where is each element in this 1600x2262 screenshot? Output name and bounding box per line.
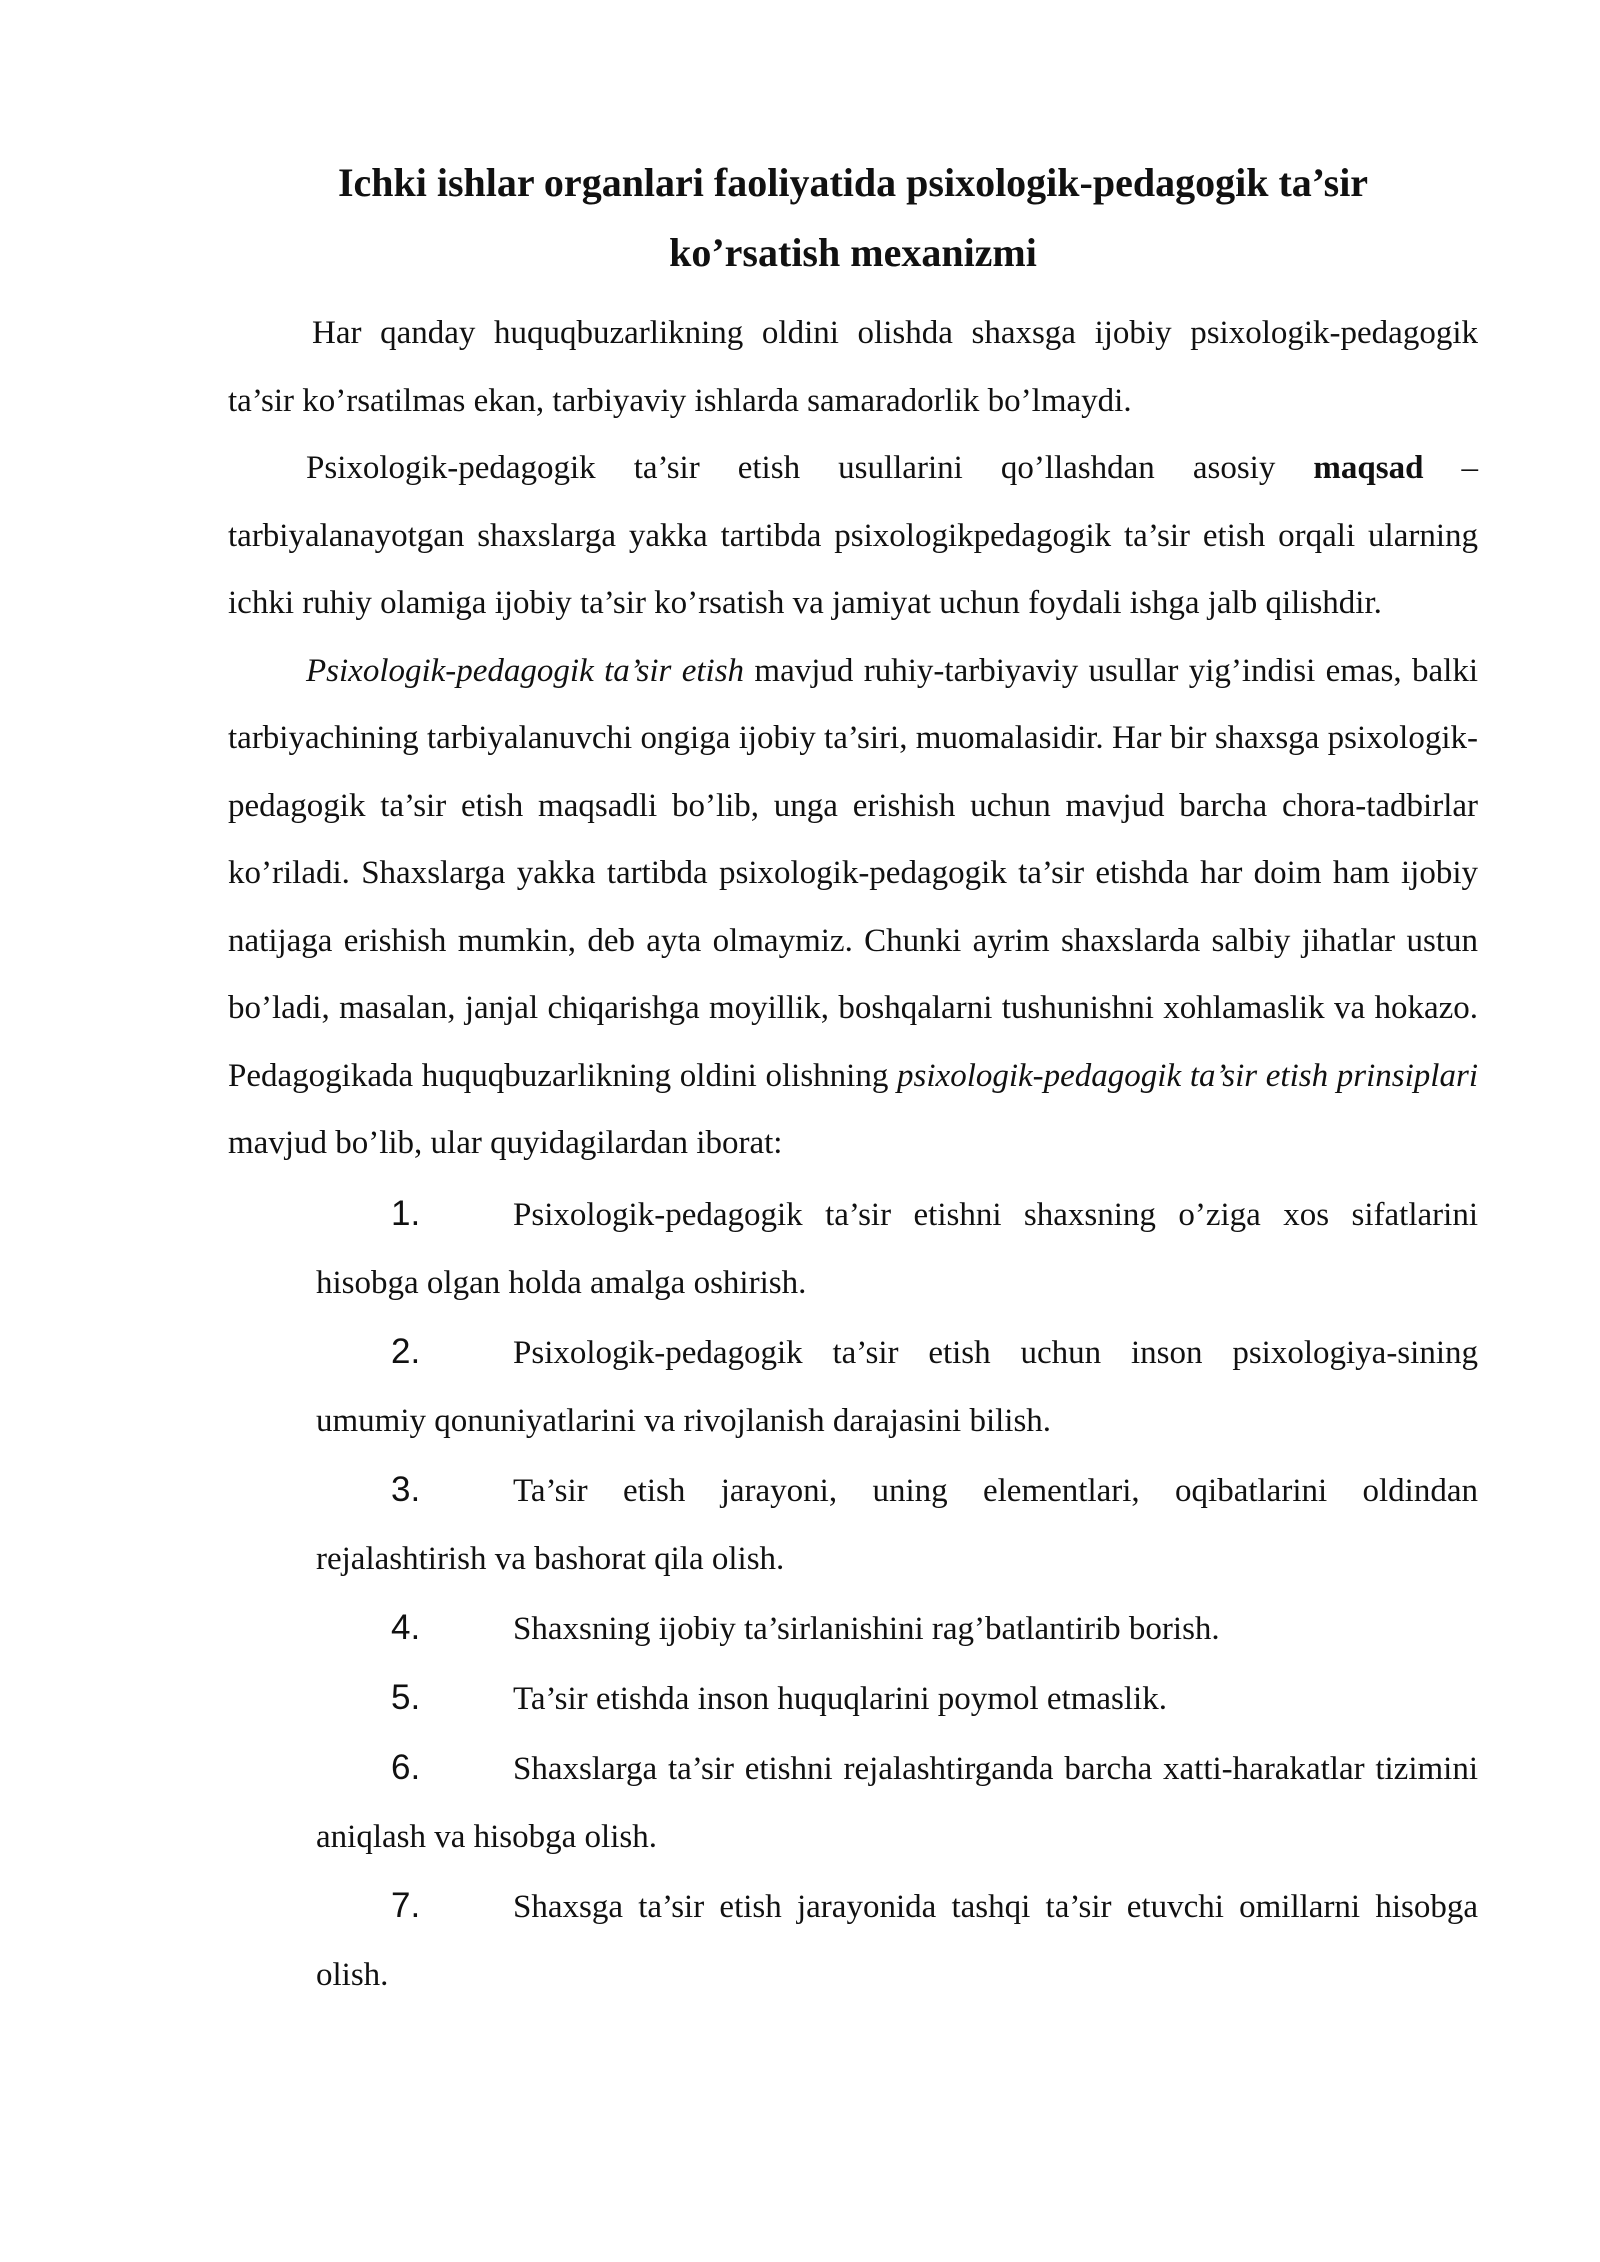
list-item-number: 1. (391, 1193, 421, 1233)
list-item-text: Psixologik-pedagogik ta’sir etishni shaxsning o’ziga xos sifatlarini hisobga olgan holda amalga oshirish. (316, 1196, 1478, 1301)
list-item-text: Shaxsning ijobiy ta’sirlanishini rag’batlantirib borish. (513, 1610, 1220, 1647)
definition-text: mavjud ruhiy-tarbiyaviy usullar yig’indisi emas, balki tarbiyachining tarbiyalanuvchi ongiga ijobiy ta’siri, muomalasidir. Har bir shaxsga psixologik-pedagogik ta’sir etish maqsadli bo’lib, unga erishish uchun mavjud barcha chora-tadbirlar ko’riladi. Shaxslarga yakka tartibda psixologik-pedagogik ta’sir etishda har doim ham ijobiy natijaga erishish mumkin, deb ayta olmaymiz. Chunki ayrim shaxslarda salbiy jihatlar ustun bo’ladi, masalan, janjal chiqarishga moyillik, boshqalarni tushunishni xohlamaslik va hokazo. Pedagogikada huquqbuzarlikning oldini olishning (228, 652, 1478, 1094)
goal-text-end: – tarbiyalanayotgan shaxslarga yakka tartibda psixologikpedagogik ta’sir etish orqali ularning ichki ruhiy olamiga ijobiy ta’sir ko’rsatish va jamiyat uchun foydali ishga jalb qilishdir. (228, 450, 1479, 621)
list-item-number: 7. (391, 1885, 421, 1925)
title-line-1: Ichki ishlar organlari faoliyatida psixologik-pedagogik ta’sir (337, 160, 1369, 205)
list-item (316, 1456, 1478, 1593)
list-item-text: Psixologik-pedagogik ta’sir etish uchun inson psixologiya-sining umumiy qonuniyatlarini va rivojlanish darajasini bilish. (316, 1334, 1478, 1439)
list-item-text: Ta’sir etishda inson huquqlarini poymol etmaslik. (513, 1680, 1167, 1717)
list-item (316, 1734, 1478, 1871)
list-item-text: Shaxslarga ta’sir etishni rejalashtirganda barcha xatti-harakatlar tizimini aniqlash va hisobga olish. (316, 1750, 1478, 1855)
list-item-number: 2. (391, 1331, 421, 1371)
list-item (316, 1664, 1478, 1733)
list-item-text: Ta’sir etish jarayoni, uning elementlari, oqibatlarini oldindan rejalashtirish va bashorat qila olish. (316, 1472, 1478, 1577)
list-item (316, 1872, 1478, 2009)
list-item (316, 1318, 1478, 1455)
list-item-number: 4. (391, 1607, 421, 1647)
list-item (316, 1594, 1478, 1663)
principles-list (316, 1180, 1478, 2009)
paragraph-intro: Har qanday huquqbuzarlikning oldini olishda shaxsga ijobiy psixologik-pedagogik ta’sir ko’rsatilmas ekan, tarbiyaviy ishlarda samaradorlik bo’lmaydi. (228, 315, 1478, 419)
list-item-number: 3. (391, 1469, 421, 1509)
document-page (228, 148, 1478, 2010)
definition-text-end: mavjud bo’lib, ular quyidagilardan iborat: (228, 1125, 783, 1161)
title-line-2: ko’rsatish mexanizmi (669, 230, 1037, 275)
list-item-number: 6. (391, 1747, 421, 1787)
paragraph-definition (228, 638, 1478, 1178)
goal-keyword: maqsad (1313, 450, 1424, 486)
paragraph-goal (228, 435, 1478, 638)
document-title (228, 148, 1478, 288)
goal-text-start: Psixologik-pedagogik ta’sir etish usullarini qo’llashdan asosiy (306, 450, 1314, 486)
principles-term: psixologik-pedagogik ta’sir etish prinsiplari (897, 1057, 1478, 1094)
list-item (316, 1180, 1478, 1317)
list-item-number: 5. (391, 1677, 421, 1717)
definition-term: Psixologik-pedagogik ta’sir etish (306, 652, 745, 689)
list-item-text: Shaxsga ta’sir etish jarayonida tashqi ta’sir etuvchi omillarni hisobga olish. (316, 1888, 1478, 1993)
